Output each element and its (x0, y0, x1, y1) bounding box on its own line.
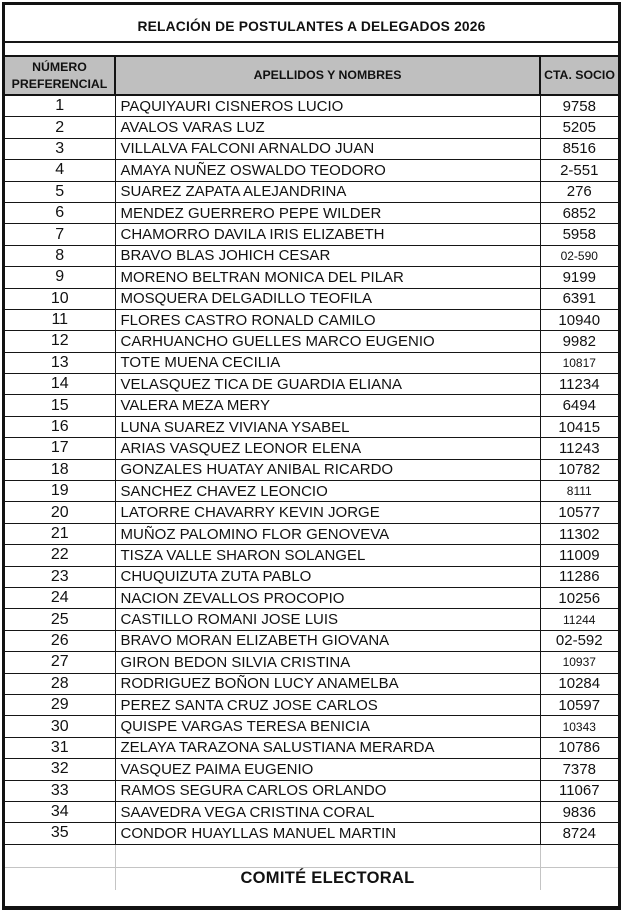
full-name-cell: ARIAS VASQUEZ LEONOR ELENA (115, 438, 540, 459)
preferential-number-cell: 26 (5, 630, 115, 651)
table-row (5, 759, 618, 780)
preferential-number-cell: 16 (5, 416, 115, 437)
full-name-cell: QUISPE VARGAS TERESA BENICIA (115, 716, 540, 737)
full-name-cell: ZELAYA TARAZONA SALUSTIANA MERARDA (115, 737, 540, 758)
full-name-cell: PAQUIYAURI CISNEROS LUCIO (115, 95, 540, 117)
table-row (5, 309, 618, 330)
full-name-cell: SAAVEDRA VEGA CRISTINA CORAL (115, 801, 540, 822)
full-name-cell: MOSQUERA DELGADILLO TEOFILA (115, 288, 540, 309)
table-row (5, 160, 618, 181)
preferential-number-cell: 20 (5, 502, 115, 523)
full-name-cell: BRAVO MORAN ELIZABETH GIOVANA (115, 630, 540, 651)
full-name-cell: CHUQUIZUTA ZUTA PABLO (115, 566, 540, 587)
account-number-cell: 11302 (540, 523, 618, 544)
preferential-number-cell: 9 (5, 267, 115, 288)
table-row (5, 780, 618, 801)
full-name-cell: MUÑOZ PALOMINO FLOR GENOVEVA (115, 523, 540, 544)
account-number-cell: 11244 (540, 609, 618, 630)
full-name-cell: TOTE MUENA CECILIA (115, 352, 540, 373)
account-number-cell: 10940 (540, 309, 618, 330)
account-number-cell: 8724 (540, 823, 618, 844)
preferential-number-cell: 7 (5, 224, 115, 245)
account-number-cell: 5205 (540, 117, 618, 138)
table-row (5, 823, 618, 844)
full-name-cell: PEREZ SANTA CRUZ JOSE CARLOS (115, 694, 540, 715)
account-number-cell: 10597 (540, 694, 618, 715)
full-name-cell: BRAVO BLAS JOHICH CESAR (115, 245, 540, 266)
table-row (5, 224, 618, 245)
preferential-number-cell: 15 (5, 395, 115, 416)
table-row (5, 673, 618, 694)
account-number-cell: 11286 (540, 566, 618, 587)
table-row (5, 481, 618, 502)
table-row (5, 245, 618, 266)
preferential-number-cell: 32 (5, 759, 115, 780)
full-name-cell: VILLALVA FALCONI ARNALDO JUAN (115, 138, 540, 159)
account-number-cell: 6391 (540, 288, 618, 309)
table-row (5, 630, 618, 651)
account-number-cell: 9836 (540, 801, 618, 822)
table-row (5, 374, 618, 395)
empty-spacer-row (5, 844, 618, 867)
account-number-cell: 5958 (540, 224, 618, 245)
preferential-number-cell: 12 (5, 331, 115, 352)
table-row (5, 267, 618, 288)
account-number-cell: 10786 (540, 737, 618, 758)
table-row (5, 716, 618, 737)
table-row (5, 202, 618, 223)
full-name-cell: CASTILLO ROMANI JOSE LUIS (115, 609, 540, 630)
table-header-row (5, 56, 618, 95)
table-row (5, 694, 618, 715)
account-number-cell: 10937 (540, 652, 618, 673)
account-number-cell: 9199 (540, 267, 618, 288)
preferential-number-cell: 6 (5, 202, 115, 223)
committee-label: COMITÉ ELECTORAL (115, 867, 540, 890)
account-number-cell: 9758 (540, 95, 618, 117)
preferential-number-cell: 19 (5, 481, 115, 502)
preferential-number-cell: 1 (5, 95, 115, 117)
column-header-cta-socio: CTA. SOCIO (540, 56, 618, 95)
preferential-number-cell: 11 (5, 309, 115, 330)
account-number-cell: 11067 (540, 780, 618, 801)
account-number-cell: 2-551 (540, 160, 618, 181)
account-number-cell: 11009 (540, 545, 618, 566)
table-row (5, 395, 618, 416)
full-name-cell: LUNA SUAREZ VIVIANA YSABEL (115, 416, 540, 437)
table-row (5, 737, 618, 758)
full-name-cell: SUAREZ ZAPATA ALEJANDRINA (115, 181, 540, 202)
account-number-cell: 6852 (540, 202, 618, 223)
preferential-number-cell: 8 (5, 245, 115, 266)
table-row (5, 331, 618, 352)
table-row (5, 138, 618, 159)
full-name-cell: VALERA MEZA MERY (115, 395, 540, 416)
account-number-cell: 11243 (540, 438, 618, 459)
account-number-cell: 276 (540, 181, 618, 202)
preferential-number-cell: 34 (5, 801, 115, 822)
account-number-cell: 10577 (540, 502, 618, 523)
account-number-cell: 11234 (540, 374, 618, 395)
page-title: RELACIÓN DE POSTULANTES A DELEGADOS 2026 (5, 5, 618, 43)
account-number-cell: 10256 (540, 587, 618, 608)
preferential-number-cell: 14 (5, 374, 115, 395)
preferential-number-cell: 24 (5, 587, 115, 608)
full-name-cell: CARHUANCHO GUELLES MARCO EUGENIO (115, 331, 540, 352)
preferential-number-cell: 27 (5, 652, 115, 673)
table-row (5, 502, 618, 523)
preferential-number-cell: 25 (5, 609, 115, 630)
preferential-number-cell: 21 (5, 523, 115, 544)
table-row (5, 652, 618, 673)
full-name-cell: LATORRE CHAVARRY KEVIN JORGE (115, 502, 540, 523)
table-row (5, 438, 618, 459)
table-row (5, 566, 618, 587)
empty-cell (540, 844, 618, 867)
footer-row (5, 867, 618, 890)
account-number-cell: 02-590 (540, 245, 618, 266)
empty-cell (115, 844, 540, 867)
preferential-number-cell: 18 (5, 459, 115, 480)
spacer-row (5, 43, 618, 55)
column-header-apellidos-y-nombres: APELLIDOS Y NOMBRES (115, 56, 540, 95)
preferential-number-cell: 31 (5, 737, 115, 758)
full-name-cell: AVALOS VARAS LUZ (115, 117, 540, 138)
account-number-cell: 8516 (540, 138, 618, 159)
preferential-number-cell: 10 (5, 288, 115, 309)
full-name-cell: MENDEZ GUERRERO PEPE WILDER (115, 202, 540, 223)
full-name-cell: GONZALES HUATAY ANIBAL RICARDO (115, 459, 540, 480)
table-row (5, 117, 618, 138)
preferential-number-cell: 29 (5, 694, 115, 715)
table-row (5, 587, 618, 608)
column-header-numero-preferencial: NÚMERO PREFERENCIAL (5, 56, 115, 95)
preferential-number-cell: 23 (5, 566, 115, 587)
full-name-cell: CONDOR HUAYLLAS MANUEL MARTIN (115, 823, 540, 844)
full-name-cell: RAMOS SEGURA CARLOS ORLANDO (115, 780, 540, 801)
table-row (5, 609, 618, 630)
delegates-table (5, 55, 618, 890)
preferential-number-cell: 22 (5, 545, 115, 566)
full-name-cell: VASQUEZ PAIMA EUGENIO (115, 759, 540, 780)
preferential-number-cell: 13 (5, 352, 115, 373)
full-name-cell: NACION ZEVALLOS PROCOPIO (115, 587, 540, 608)
account-number-cell: 10284 (540, 673, 618, 694)
full-name-cell: SANCHEZ CHAVEZ LEONCIO (115, 481, 540, 502)
table-row (5, 288, 618, 309)
full-name-cell: CHAMORRO DAVILA IRIS ELIZABETH (115, 224, 540, 245)
preferential-number-cell: 4 (5, 160, 115, 181)
preferential-number-cell: 33 (5, 780, 115, 801)
account-number-cell: 9982 (540, 331, 618, 352)
empty-cell (540, 867, 618, 890)
account-number-cell: 10415 (540, 416, 618, 437)
account-number-cell: 10343 (540, 716, 618, 737)
table-row (5, 545, 618, 566)
full-name-cell: MORENO BELTRAN MONICA DEL PILAR (115, 267, 540, 288)
table-row (5, 416, 618, 437)
account-number-cell: 02-592 (540, 630, 618, 651)
table-row (5, 523, 618, 544)
preferential-number-cell: 3 (5, 138, 115, 159)
full-name-cell: RODRIGUEZ BOÑON LUCY ANAMELBA (115, 673, 540, 694)
table-row (5, 95, 618, 117)
full-name-cell: AMAYA NUÑEZ OSWALDO TEODORO (115, 160, 540, 181)
account-number-cell: 10817 (540, 352, 618, 373)
preferential-number-cell: 5 (5, 181, 115, 202)
document-sheet (2, 2, 621, 910)
account-number-cell: 6494 (540, 395, 618, 416)
full-name-cell: GIRON BEDON SILVIA CRISTINA (115, 652, 540, 673)
preferential-number-cell: 17 (5, 438, 115, 459)
table-row (5, 801, 618, 822)
preferential-number-cell: 35 (5, 823, 115, 844)
preferential-number-cell: 30 (5, 716, 115, 737)
empty-cell (5, 844, 115, 867)
account-number-cell: 8111 (540, 481, 618, 502)
table-row (5, 459, 618, 480)
full-name-cell: FLORES CASTRO RONALD CAMILO (115, 309, 540, 330)
table-row (5, 352, 618, 373)
account-number-cell: 10782 (540, 459, 618, 480)
preferential-number-cell: 28 (5, 673, 115, 694)
account-number-cell: 7378 (540, 759, 618, 780)
full-name-cell: VELASQUEZ TICA DE GUARDIA ELIANA (115, 374, 540, 395)
full-name-cell: TISZA VALLE SHARON SOLANGEL (115, 545, 540, 566)
empty-cell (5, 867, 115, 890)
table-row (5, 181, 618, 202)
preferential-number-cell: 2 (5, 117, 115, 138)
